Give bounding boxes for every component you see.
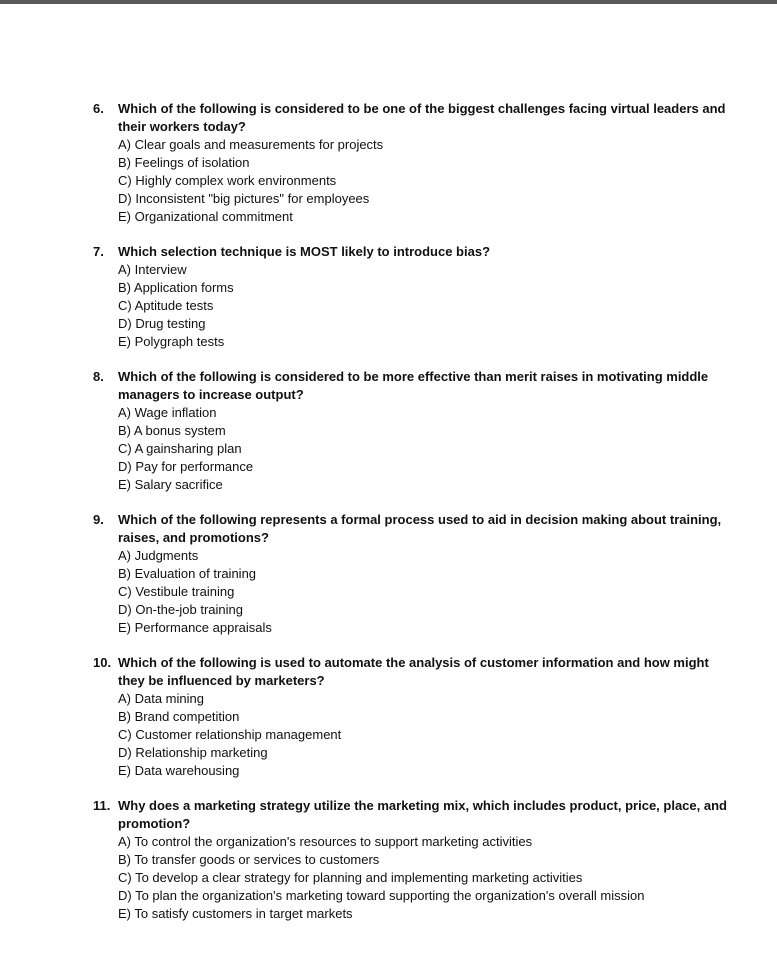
question-7 <box>93 243 733 351</box>
question-text: Which of the following is used to automate the analysis of customer information and how might they be influenced by marketers? <box>118 655 709 688</box>
question-text: Why does a marketing strategy utilize the marketing mix, which includes product, price, place, and promotion? <box>118 798 727 831</box>
answer-options <box>118 547 733 637</box>
option-c: C) Highly complex work environments <box>118 173 337 188</box>
option-e: E) Data warehousing <box>118 763 240 778</box>
option-e: E) To satisfy customers in target markets <box>118 906 353 921</box>
option-a: A) Interview <box>118 262 187 277</box>
option-e: E) Performance appraisals <box>118 620 272 635</box>
option-a: A) Clear goals and measurements for projects <box>118 137 384 152</box>
question-11 <box>93 797 733 923</box>
option-b: B) Evaluation of training <box>118 566 257 581</box>
option-a: A) Judgments <box>118 548 199 563</box>
answer-options <box>118 261 733 351</box>
option-d: D) On-the-job training <box>118 602 243 617</box>
option-e: E) Salary sacrifice <box>118 477 223 492</box>
top-border <box>0 0 777 4</box>
question-number: 6. <box>93 101 104 116</box>
question-9 <box>93 511 733 637</box>
question-6 <box>93 100 733 226</box>
option-d: D) Pay for performance <box>118 459 254 474</box>
option-c: C) Vestibule training <box>118 584 235 599</box>
question-number: 8. <box>93 369 104 384</box>
option-c: C) Aptitude tests <box>118 298 214 313</box>
option-d: D) Inconsistent "big pictures" for employees <box>118 191 370 206</box>
option-c: C) To develop a clear strategy for planning and implementing marketing activities <box>118 870 583 885</box>
option-b: B) Feelings of isolation <box>118 155 250 170</box>
question-text: Which of the following represents a formal process used to aid in decision making about training, raises, and promotions? <box>118 512 722 545</box>
answer-options <box>118 404 733 494</box>
option-d: D) To plan the organization's marketing toward supporting the organization's overall mission <box>118 888 645 903</box>
option-b: B) To transfer goods or services to customers <box>118 852 380 867</box>
question-10 <box>93 654 733 780</box>
option-b: B) Application forms <box>118 280 234 295</box>
question-number: 10. <box>93 655 112 670</box>
option-c: C) Customer relationship management <box>118 727 342 742</box>
option-a: A) Data mining <box>118 691 204 706</box>
option-d: D) Drug testing <box>118 316 206 331</box>
question-list <box>93 100 733 940</box>
question-8 <box>93 368 733 494</box>
option-e: E) Organizational commitment <box>118 209 293 224</box>
option-a: A) Wage inflation <box>118 405 217 420</box>
option-b: B) A bonus system <box>118 423 226 438</box>
question-text: Which of the following is considered to be more effective than merit raises in motivating middle managers to increase output? <box>118 369 709 402</box>
option-d: D) Relationship marketing <box>118 745 268 760</box>
answer-options <box>118 833 733 923</box>
question-text: Which of the following is considered to be one of the biggest challenges facing virtual leaders and their workers today? <box>118 101 726 134</box>
question-number: 9. <box>93 512 104 527</box>
answer-options <box>118 690 733 780</box>
question-number: 7. <box>93 244 104 259</box>
option-a: A) To control the organization's resources to support marketing activities <box>118 834 533 849</box>
option-b: B) Brand competition <box>118 709 240 724</box>
question-text: Which selection technique is MOST likely to introduce bias? <box>118 244 491 259</box>
option-e: E) Polygraph tests <box>118 334 225 349</box>
option-c: C) A gainsharing plan <box>118 441 242 456</box>
answer-options <box>118 136 733 226</box>
question-number: 11. <box>93 798 111 813</box>
